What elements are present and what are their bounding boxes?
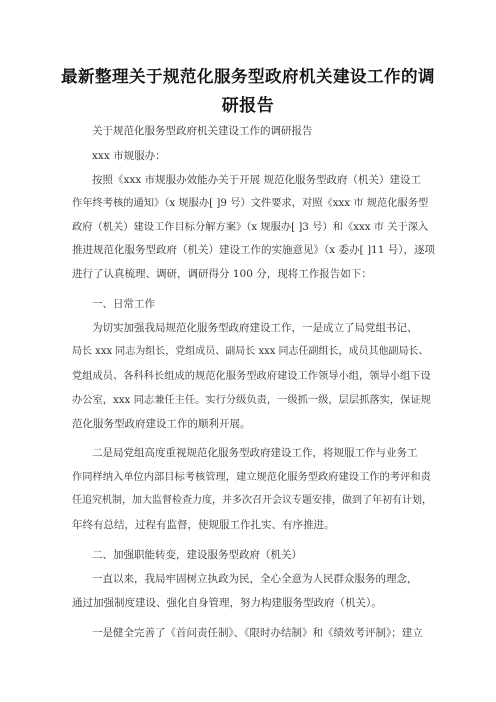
body-line: 局长 xxx 同志为组长，党组成员、副局长 xxx 同志任副组长，成员其他副局长、 xyxy=(72,346,429,357)
body-line: 政府（机关）建设工作目标分解方案》（x 规服办[ ]3 号）和《xxx 市 关于深入 xyxy=(72,221,429,233)
body-line: 通过加强制度建设、强化自身管理，努力构建服务型政府（机关）。 xyxy=(72,597,382,609)
body-line: 任追究机制，加大监督检查力度，并多次召开会议专题安排，做到了年初有计划， xyxy=(72,495,432,506)
body-line: 进行了认真梳理、调研，调研得分 100 分，现将工作报告如下： xyxy=(72,268,372,280)
body-line: 推进规范化服务型政府（机关）建设工作的实施意见》（x 委办[ ]11 号），逐项 xyxy=(72,244,435,256)
body-line: 年终有总结，过程有监督，使规服工作扎实、有序推进。 xyxy=(72,519,335,531)
body-line: 二是局党组高度重视规范化服务型政府建设工作，将规服工作与业务工 xyxy=(92,447,418,459)
body-line: 作年终考核的通知》（x 规服办[ ]9 号）文件要求，对照《xxx 市 规范化服务型 xyxy=(72,197,429,209)
body-line: 按照《xxx 市规服办效能办关于开展 规范化服务型政府（机关）建设工 xyxy=(92,174,421,186)
document-title-line-1: 最新整理关于规范化服务型政府机关建设工作的调 xyxy=(61,67,435,86)
report-subtitle: 关于规范化服务型政府机关建设工作的调研报告 xyxy=(92,125,313,137)
salutation: xxx 市规服办： xyxy=(92,150,166,162)
section-heading: 二、加强职能转变，建设服务型政府（机关） xyxy=(92,549,302,561)
body-line: 范化服务型政府建设工作的顺利开展。 xyxy=(72,418,251,430)
body-line: 作同样纳入单位内部目标考核管理，建立规范化服务型政府建设工作的考评和责 xyxy=(72,471,431,483)
body-line: 一是健全完善了《首问责任制》、《限时办结制》和《绩效考评制》；建立 xyxy=(92,627,423,639)
body-line: 办公室，xxx 同志兼任主任。实行分级负责，一级抓一级，层层抓落实，保证规 xyxy=(72,394,431,406)
body-line: 为切实加强我局规范化服务型政府建设工作，一是成立了局党组书记、 xyxy=(92,322,418,334)
section-heading: 一、日常工作 xyxy=(92,298,155,310)
body-line: 党组成员、各科科长组成的规范化服务型政府建设工作领导小组，领导小组下设 xyxy=(72,370,431,382)
body-line: 一直以来，我局牢固树立执政为民，全心全意为人民群众服务的理念， xyxy=(92,573,418,585)
document-title-line-2: 研报告 xyxy=(221,96,275,116)
